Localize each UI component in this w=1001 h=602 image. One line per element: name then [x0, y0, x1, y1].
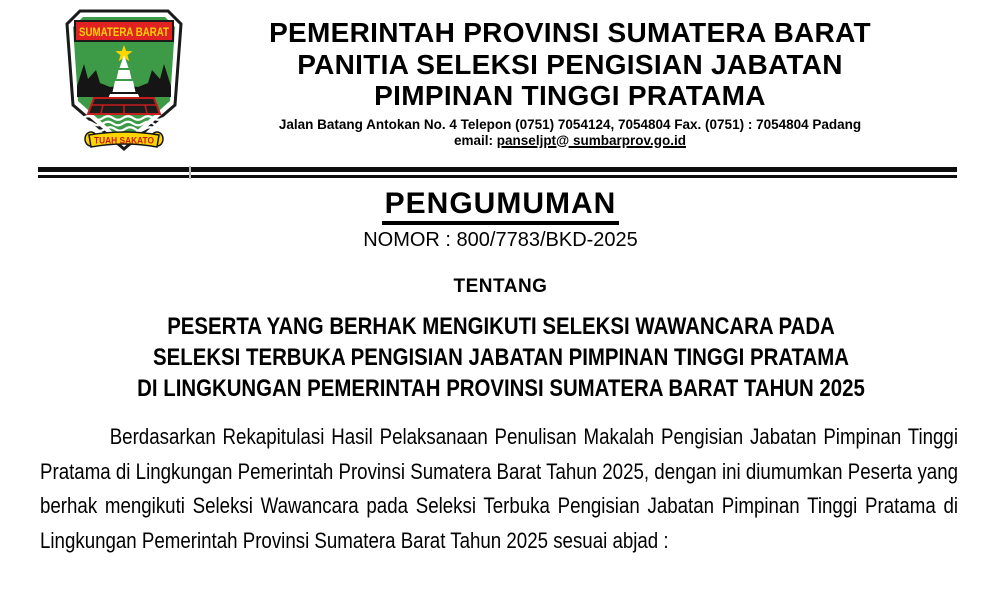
document-title: PENGUMUMAN: [382, 188, 620, 225]
subject-line-2: SELEKSI TERBUKA PENGISIAN JABATAN PIMPINAN TINGGI PRATAMA: [153, 344, 849, 371]
announcement: [0, 188, 1001, 558]
letterhead-address: Jalan Batang Antokan No. 4 Telepon (0751) 7054124, 7054804 Fax. (0751) : 7054804 Padang: [278, 116, 862, 132]
body-section: [0, 420, 1001, 558]
motto-text: TUAH SAKATO: [94, 135, 154, 146]
org-name-line-1: PEMERINTAH PROVINSI SUMATERA BARAT: [269, 17, 871, 48]
divider-cell-border-artifact: [189, 166, 191, 179]
subject-line-3: DI LINGKUNGAN PEMERINTAH PROVINSI SUMATERA BARAT TAHUN 2025: [137, 375, 865, 402]
subject-block: [0, 311, 1001, 404]
about-label: TENTANG: [453, 276, 548, 297]
banner-text: SUMATERA BARAT: [79, 25, 170, 39]
subject-line-1: PESERTA YANG BERHAK MENGIKUTI SELEKSI WAWANCARA PADA: [167, 313, 835, 340]
letterhead-text: [200, 17, 940, 149]
email-label: email:: [454, 132, 494, 148]
coat-of-arms-svg: [63, 8, 185, 153]
body-paragraph: Berdasarkan Rekapitulasi Hasil Pelaksanaan Penulisan Makalah Pengisian Jabatan Pimpinan Tinggi Pratama di Lingkungan Pemerintah Provinsi Sumatera Barat Tahun 2025, dengan ini diumumkan Peserta yang berhak mengikuti Seleksi Wawancara pada Seleksi Terbuka Pengisian Jabatan Pimpinan Tinggi Pratama di Lingkungan Pemerintah Provinsi Sumatera Barat Tahun 2025 sesuai abjad :: [40, 424, 958, 553]
house-body: [88, 98, 160, 114]
org-name-line-3: PIMPINAN TINGGI PRATAMA: [374, 80, 766, 111]
letterhead-divider: [38, 167, 957, 178]
motto-ribbon: [85, 132, 163, 147]
body-column: [40, 420, 958, 558]
email-link[interactable]: panseljpt@ sumbarprov.go.id: [496, 132, 686, 148]
letterhead-email-line: [200, 133, 940, 149]
sumatera-barat-coat-of-arms-icon: [63, 8, 185, 153]
document-number: NOMOR : 800/7783/BKD-2025: [363, 229, 638, 251]
org-name-line-2: PANITIA SELEKSI PENGISIAN JABATAN: [297, 48, 843, 80]
title-row: [0, 188, 1001, 225]
